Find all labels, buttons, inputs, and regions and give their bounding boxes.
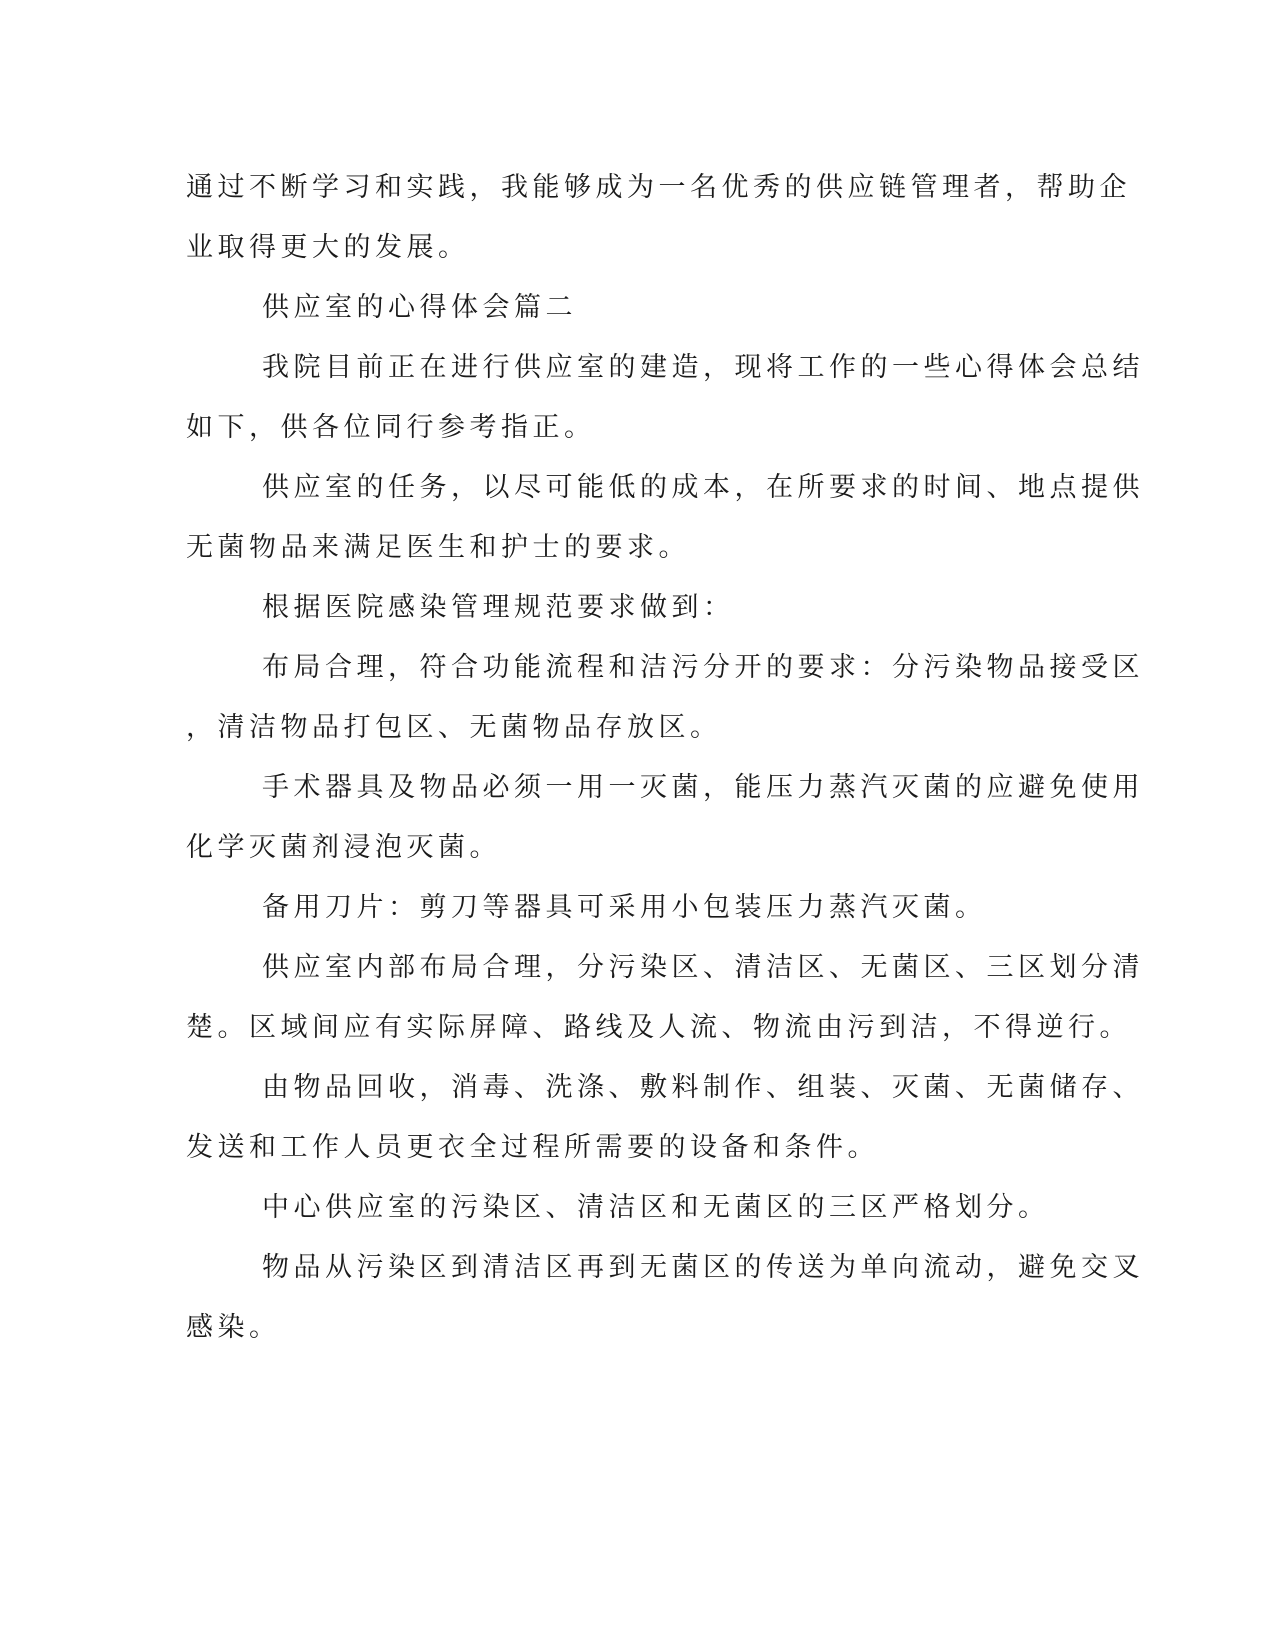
text-line: 供应室内部布局合理，分污染区、清洁区、无菌区、三区划分清 — [262, 952, 1144, 983]
text-line: 如下，供各位同行参考指正。 — [186, 412, 596, 443]
text-line: 布局合理，符合功能流程和洁污分开的要求：分污染物品接受区 — [262, 652, 1144, 683]
text-line: 根据医院感染管理规范要求做到： — [262, 592, 735, 623]
text-line: 中心供应室的污染区、清洁区和无菌区的三区严格划分。 — [262, 1192, 1050, 1223]
text-line: ，清洁物品打包区、无菌物品存放区。 — [186, 712, 722, 743]
text-line: 由物品回收，消毒、洗涤、敷料制作、组装、灭菌、无菌储存、 — [262, 1072, 1144, 1103]
text-line: 楚。区域间应有实际屏障、路线及人流、物流由污到洁，不得逆行。 — [186, 1012, 1131, 1043]
document-body — [186, 158, 1144, 1358]
text-line: 业取得更大的发展。 — [186, 232, 470, 263]
text-line: 物品从污染区到清洁区再到无菌区的传送为单向流动，避免交叉 — [262, 1252, 1144, 1283]
text-line: 感染。 — [186, 1312, 281, 1343]
text-line: 无菌物品来满足医生和护士的要求。 — [186, 532, 690, 563]
text-line: 通过不断学习和实践，我能够成为一名优秀的供应链管理者，帮助企 — [186, 172, 1131, 203]
text-line: 供应室的任务，以尽可能低的成本，在所要求的时间、地点提供 — [262, 472, 1144, 503]
text-line: 手术器具及物品必须一用一灭菌，能压力蒸汽灭菌的应避免使用 — [262, 772, 1144, 803]
section-heading: 供应室的心得体会篇二 — [262, 292, 577, 323]
text-line: 备用刀片：剪刀等器具可采用小包装压力蒸汽灭菌。 — [262, 892, 987, 923]
text-line: 化学灭菌剂浸泡灭菌。 — [186, 832, 501, 863]
text-line: 我院目前正在进行供应室的建造，现将工作的一些心得体会总结 — [262, 352, 1144, 383]
text-line: 发送和工作人员更衣全过程所需要的设备和条件。 — [186, 1132, 879, 1163]
